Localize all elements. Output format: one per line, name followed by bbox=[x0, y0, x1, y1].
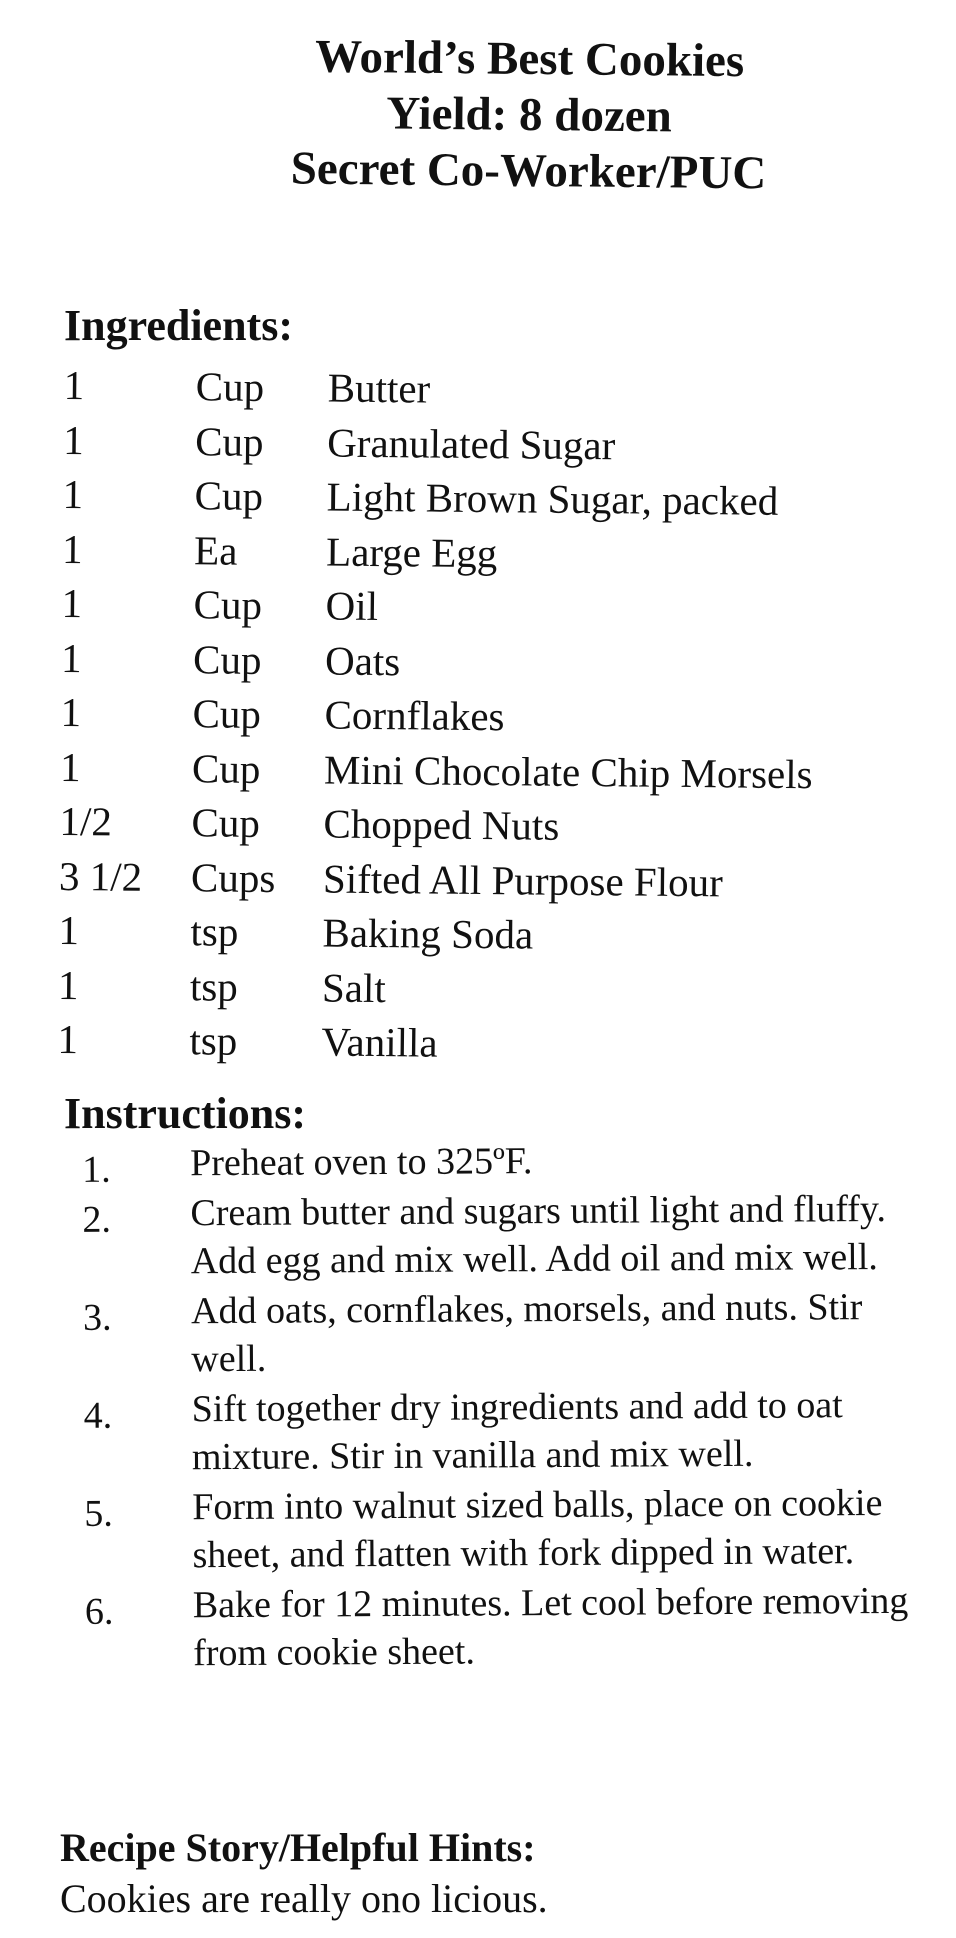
recipe-header bbox=[248, 28, 810, 202]
ingredient-name: Large Egg bbox=[325, 528, 498, 576]
ingredient-unit: tsp bbox=[189, 1017, 238, 1064]
instruction-step bbox=[65, 1283, 926, 1384]
step-number: 4. bbox=[83, 1394, 113, 1437]
ingredient-name: Light Brown Sugar, packed bbox=[326, 473, 779, 524]
ingredient-unit: Cup bbox=[194, 472, 264, 519]
ingredient-name: Cornflakes bbox=[324, 691, 505, 740]
ingredient-unit: Ea bbox=[193, 526, 238, 574]
instruction-step bbox=[64, 1185, 925, 1286]
ingredient-row bbox=[63, 412, 923, 475]
step-text: Add oats, cornflakes, morsels, and nuts. Stir well. bbox=[190, 1286, 863, 1381]
ingredient-qty: 1 bbox=[63, 361, 85, 409]
ingredient-qty: 1 bbox=[61, 579, 83, 627]
step-number: 6. bbox=[84, 1590, 114, 1633]
ingredient-row bbox=[63, 358, 923, 421]
ingredients-list bbox=[57, 358, 924, 1075]
ingredient-row bbox=[59, 794, 919, 857]
step-text: Sift together dry ingredients and add to oat mixture. Stir in vanilla and mix well. bbox=[191, 1384, 843, 1479]
ingredient-unit: Cup bbox=[191, 744, 261, 792]
ingredient-qty: 3 1/2 bbox=[58, 852, 143, 900]
instruction-step bbox=[64, 1135, 924, 1191]
instruction-step bbox=[67, 1577, 928, 1678]
ingredient-unit: Cup bbox=[194, 417, 264, 465]
recipe-yield: Yield: 8 dozen bbox=[386, 87, 673, 143]
ingredient-qty: 1 bbox=[60, 688, 82, 736]
ingredient-name: Sifted All Purpose Flour bbox=[322, 855, 724, 905]
step-text: Form into walnut sized balls, place on cookie sheet, and flatten with fork dipped in water. bbox=[192, 1482, 883, 1577]
step-number: 3. bbox=[82, 1296, 112, 1339]
ingredient-name: Chopped Nuts bbox=[323, 800, 560, 849]
step-text: Preheat oven to 325ºF. bbox=[190, 1140, 533, 1185]
ingredient-row bbox=[58, 957, 918, 1020]
ingredient-qty: 1 bbox=[62, 470, 84, 518]
ingredient-qty: 1 bbox=[57, 1015, 79, 1063]
hints-heading: Recipe Story/Helpful Hints: bbox=[60, 1825, 536, 1870]
ingredient-row bbox=[60, 739, 920, 802]
ingredient-unit: tsp bbox=[189, 962, 239, 1010]
step-number: 1. bbox=[82, 1148, 111, 1191]
ingredient-row bbox=[62, 521, 922, 584]
ingredient-row bbox=[58, 903, 918, 966]
ingredient-name: Butter bbox=[327, 364, 431, 412]
ingredient-name: Mini Chocolate Chip Morsels bbox=[323, 746, 813, 797]
ingredient-unit: Cup bbox=[193, 581, 263, 628]
ingredient-qty: 1 bbox=[59, 743, 81, 790]
instruction-step bbox=[66, 1381, 927, 1482]
step-number: 2. bbox=[82, 1198, 112, 1241]
ingredient-qty: 1 bbox=[62, 416, 84, 463]
ingredient-name: Oats bbox=[324, 637, 401, 684]
ingredient-row bbox=[62, 467, 922, 530]
ingredient-unit: Cup bbox=[191, 799, 261, 846]
instructions-heading: Instructions: bbox=[64, 1089, 307, 1138]
ingredient-row bbox=[59, 848, 919, 911]
hints-text: Cookies are really ono licious. bbox=[60, 1876, 548, 1921]
recipe-title: World’s Best Cookies bbox=[314, 30, 745, 88]
ingredient-row bbox=[61, 576, 921, 639]
ingredient-row bbox=[61, 630, 921, 693]
ingredient-row bbox=[60, 685, 920, 748]
ingredient-unit: Cups bbox=[190, 853, 276, 901]
recipe-source: Secret Co-Worker/PUC bbox=[290, 142, 767, 200]
ingredient-name: Oil bbox=[325, 582, 379, 630]
ingredients-heading: Ingredients: bbox=[64, 301, 293, 350]
ingredient-unit: tsp bbox=[190, 908, 239, 955]
ingredient-name: Salt bbox=[321, 964, 386, 1011]
ingredient-unit: Cup bbox=[192, 635, 262, 683]
ingredient-qty: 1 bbox=[60, 634, 82, 681]
ingredient-qty: 1 bbox=[57, 961, 79, 1008]
ingredient-row bbox=[57, 1012, 917, 1075]
instruction-step bbox=[66, 1479, 927, 1580]
step-text: Cream butter and sugars until light and fluffy. Add egg and mix well. Add oil and mix well. bbox=[190, 1187, 887, 1283]
ingredient-qty: 1 bbox=[58, 906, 80, 954]
ingredient-unit: Cup bbox=[195, 363, 265, 410]
ingredient-unit: Cup bbox=[192, 690, 262, 737]
ingredient-name: Baking Soda bbox=[322, 909, 534, 958]
ingredient-name: Vanilla bbox=[321, 1018, 438, 1066]
ingredient-qty: 1/2 bbox=[59, 797, 113, 845]
instructions-list bbox=[64, 1135, 927, 1678]
ingredient-name: Granulated Sugar bbox=[326, 419, 616, 468]
step-number: 5. bbox=[84, 1492, 113, 1535]
ingredient-qty: 1 bbox=[61, 525, 83, 572]
step-text: Bake for 12 minutes. Let cool before removing from cookie sheet. bbox=[192, 1579, 909, 1675]
